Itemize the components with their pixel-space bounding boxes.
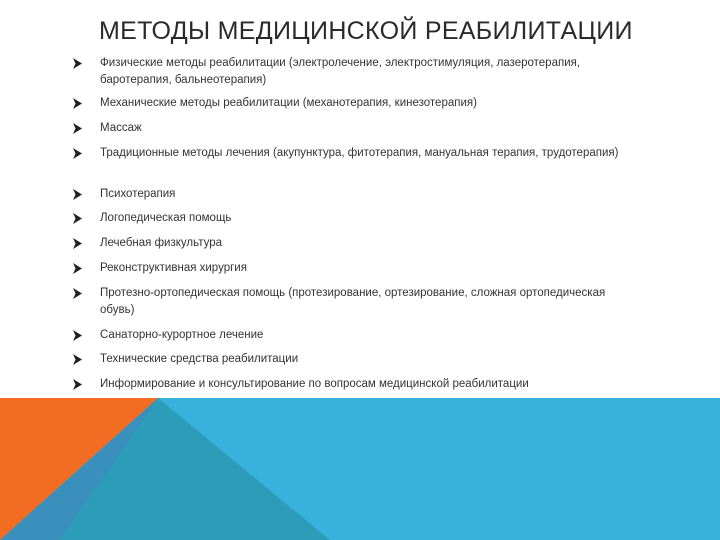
list-item-text: Санаторно-курортное лечение — [100, 329, 264, 341]
arrowhead-bullet-icon — [72, 263, 83, 274]
arrowhead-bullet-icon — [72, 379, 83, 390]
arrowhead-bullet-icon — [72, 58, 83, 69]
arrowhead-bullet-icon — [72, 123, 83, 134]
list-item-text: Традиционные методы лечения (акупунктура, фитотерапия, мануальная терапия, трудотерапия) — [100, 147, 619, 159]
arrowhead-bullet-icon — [72, 238, 83, 249]
arrowhead-bullet-icon — [72, 148, 83, 159]
arrowhead-bullet-icon — [72, 288, 83, 299]
list-item-text: Реконструктивная хирургия — [100, 262, 247, 274]
list-item-text: Физические методы реабилитации (электролечение, электростимуляция, лазеротерапия, баротерапия, бальнеотерапия) — [100, 57, 581, 86]
arrowhead-bullet-icon — [72, 354, 83, 365]
list-item-text: Протезно-ортопедическая помощь (протезирование, ортезирование, сложная ортопедическая обувь) — [100, 287, 606, 316]
list-item-text: Логопедическая помощь — [100, 212, 232, 224]
arrowhead-bullet-icon — [72, 189, 83, 200]
arrowhead-bullet-icon — [72, 98, 83, 109]
list-item-text: Психотерапия — [100, 188, 176, 200]
list-item-text: Технические средства реабилитации — [100, 353, 299, 365]
arrowhead-bullet-icon — [72, 330, 83, 341]
list-item-text: Информирование и консультирование по вопросам медицинской реабилитации — [100, 378, 529, 390]
arrowhead-bullet-icon — [72, 213, 83, 224]
list-item-text: Массаж — [100, 122, 142, 134]
list-item-text: Механические методы реабилитации (механотерапия, кинезотерапия) — [100, 97, 477, 109]
list-item-text: Лечебная физкультура — [100, 237, 223, 249]
slide-title: МЕТОДЫ МЕДИЦИНСКОЙ РЕАБИЛИТАЦИИ — [99, 17, 633, 45]
